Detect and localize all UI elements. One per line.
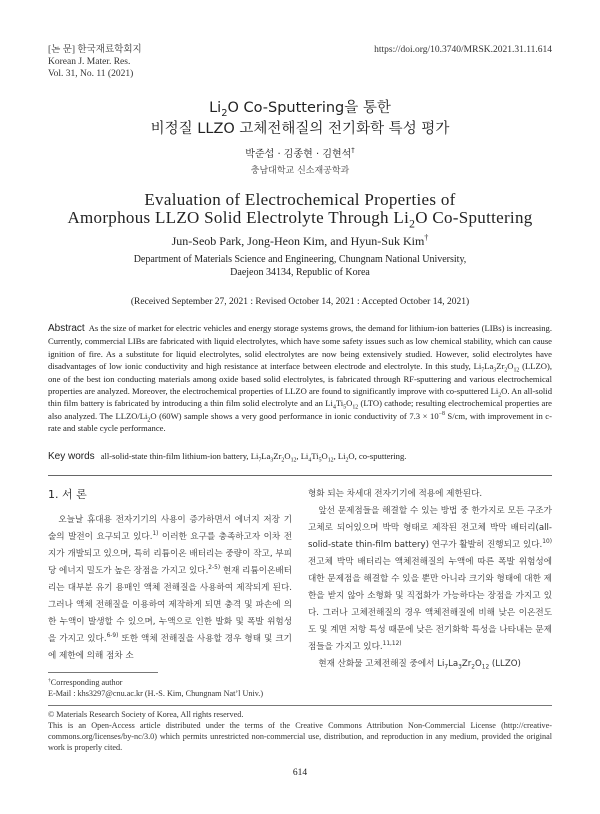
keywords: Key words all-solid-state thin-film lithium-ion battery, $Li_7La_3Zr_2O_{12}$, $Li_4Ti_5O_{12}$, $Li_2O$, co-sputtering.	[48, 451, 407, 464]
affiliation-en-line1: Department of Materials Science and Engineering, Chungnam National University,	[133, 254, 467, 265]
page-number: 614	[292, 768, 308, 778]
body-left-column: 오늘날 휴대용 전자기기의 사용이 증가하면서 에너지 저장 기술의 발전이 요구되고 있다.$^{1)}$ 이러한 요구를 충족하고자 이차 전지가 개발되고 있으며, 특히 리튬이온 배터리는 중량이 작고, 부피당 에너지 밀도가 높은 장점을 가지고 있다.$^{2-5)}$ 현재 리튬이온배터리는 대부분 유기 용매인 액체 전해질을 사용하여 제작되게 된다. 그러나 액체 전해질을 이용하여 제작하게 되면 충격 및 파손에 의한 누액이 발생할 수 있으며, 누액으로 인한 발화 및 폭발 위험성을 가지고 있다.$^{6-9)}$ 또한 액체 전해질을 사용할 경우 형태 및 크기에 제한에 의해 점차 소	[48, 515, 292, 661]
authors-ko: 박준섭 · 김종현 · 김현석†	[245, 146, 355, 160]
title-en-line1: Evaluation of Electrochemical Properties of	[144, 190, 456, 209]
footnotes	[48, 677, 552, 753]
journal-name-en: Korean J. Mater. Res.	[48, 57, 131, 67]
title-ko-line1: $Li_2O$ Co-Sputtering을 통한	[209, 100, 391, 119]
journal-volume: Vol. 31, No. 11 (2021)	[48, 69, 134, 79]
footnote-rule	[48, 672, 158, 673]
author-email: E-Mail : khs3297@cnu.ac.kr (H.-S. Kim, Chungnam Nat’l Univ.)	[48, 689, 264, 698]
body-right-column: 형화 되는 차세대 전자기기에 적용에 제한된다. 앞선 문제점들을 해결할 수 있는 방법 중 한가지로 모든 구조가 고체로 되어있으며 박막 형태로 제작된 전고체 박막 배터리(all-solid-state thin-film battery) 연구가 활발히 진행되고 있다.$^{10)}$ 전고체 박막 배터리는 액체전해질의 누액에 따른 폭발 위험성에 대한 문제점을 해결할 수 있을 뿐만 아니라 크기와 형태에 대한 제한을 받지 않아 소형화 및 직접화가 가능하다는 장점을 가지고 있다. 그러나 고체전해질의 경우 액체전해질에 비해 낮은 이온전도도 및 계면 저항 특성 때문에 낮은 전기화학 특성을 나타내는 문제점들을 가지고 있다.$^{11,12)}$ 현재 산화물 고체전해질 중에서 $Li_7La_3Zr_2O_{12}$ (LLZO)	[308, 489, 552, 671]
affiliation-en-line2: Daejeon 34134, Republic of Korea	[230, 267, 370, 278]
abstract: Abstract As the size of market for electric vehicles and energy storage systems grows, the demand for lithium-ion batteries (LIBs) is increasing. Currently, commercial LIBs are fabricated with liquid electrolytes, which have some safety issues such as low chemical stability, which can cause ignition of fire. As a substitute for liquid electrolytes, solid electrolytes are now being extensively studied. However, solid electrolytes have disadvantages of low ionic conductivity and high resistance at interface between electrode and electrolyte. In this study, $Li_7La_3Zr_2O_{12}$ (LLZO), one of the best ion conducting materials among oxide based solid electrolytes, is fabricated through RF-sputtering and various electrochemical properties are analyzed. Moreover, the electrochemical properties of LLZO are found to significantly improve with co-sputtered $Li_2O$. An all-solid thin film battery is fabricated by introducing a thin film solid electrolyte and an $Li_4Ti_5O_{12}$ (LTO) cathode; resulting electrochemical properties are also analyzed. The LLZO/$Li_2O$ (60W) sample shows a very good performance in ionic conductivity of $7.3 \times 10^{-8}$ S/cm, with improvement in c-rate and stable cycle performance.	[48, 323, 552, 434]
journal-name-ko: [논 문] 한국재료학회지	[48, 45, 142, 55]
divider	[48, 475, 552, 476]
abstract-label: Abstract	[48, 323, 85, 334]
doi-link[interactable]: https://doi.org/10.3740/MRSK.2021.31.11.614	[374, 45, 552, 55]
journal-header	[48, 44, 142, 80]
corresponding-author: †Corresponding author	[48, 677, 123, 687]
license-text: This is an Open-Access article distributed under the terms of the Creative Commons Attribution Non-Commercial License (http://creative-commons.org/licenses/by-nc/3.0) which permits unrestricted non-commercial use, distribution, and reproduction in any medium, provided the original work is properly cited.	[48, 721, 552, 752]
authors-en: Jun-Seob Park, Jong-Heon Kim, and Hyun-Suk Kim†	[171, 233, 429, 248]
section-heading-intro: 1. 서 론	[48, 488, 87, 501]
affiliation-ko: 충남대학교 신소재공학과	[250, 166, 350, 176]
keywords-label: Key words	[48, 451, 95, 462]
title-en-line2: Amorphous LLZO Solid Electrolyte Through $Li_2O$ Co-Sputtering	[67, 208, 533, 231]
copyright: © Materials Research Society of Korea, All rights reserved.	[48, 705, 552, 720]
received-dates: (Received September 27, 2021 : Revised October 14, 2021 : Accepted October 14, 2021)	[130, 297, 470, 307]
title-ko-line2: 비정질 LLZO 고체전해질의 전기화학 특성 평가	[150, 121, 450, 137]
